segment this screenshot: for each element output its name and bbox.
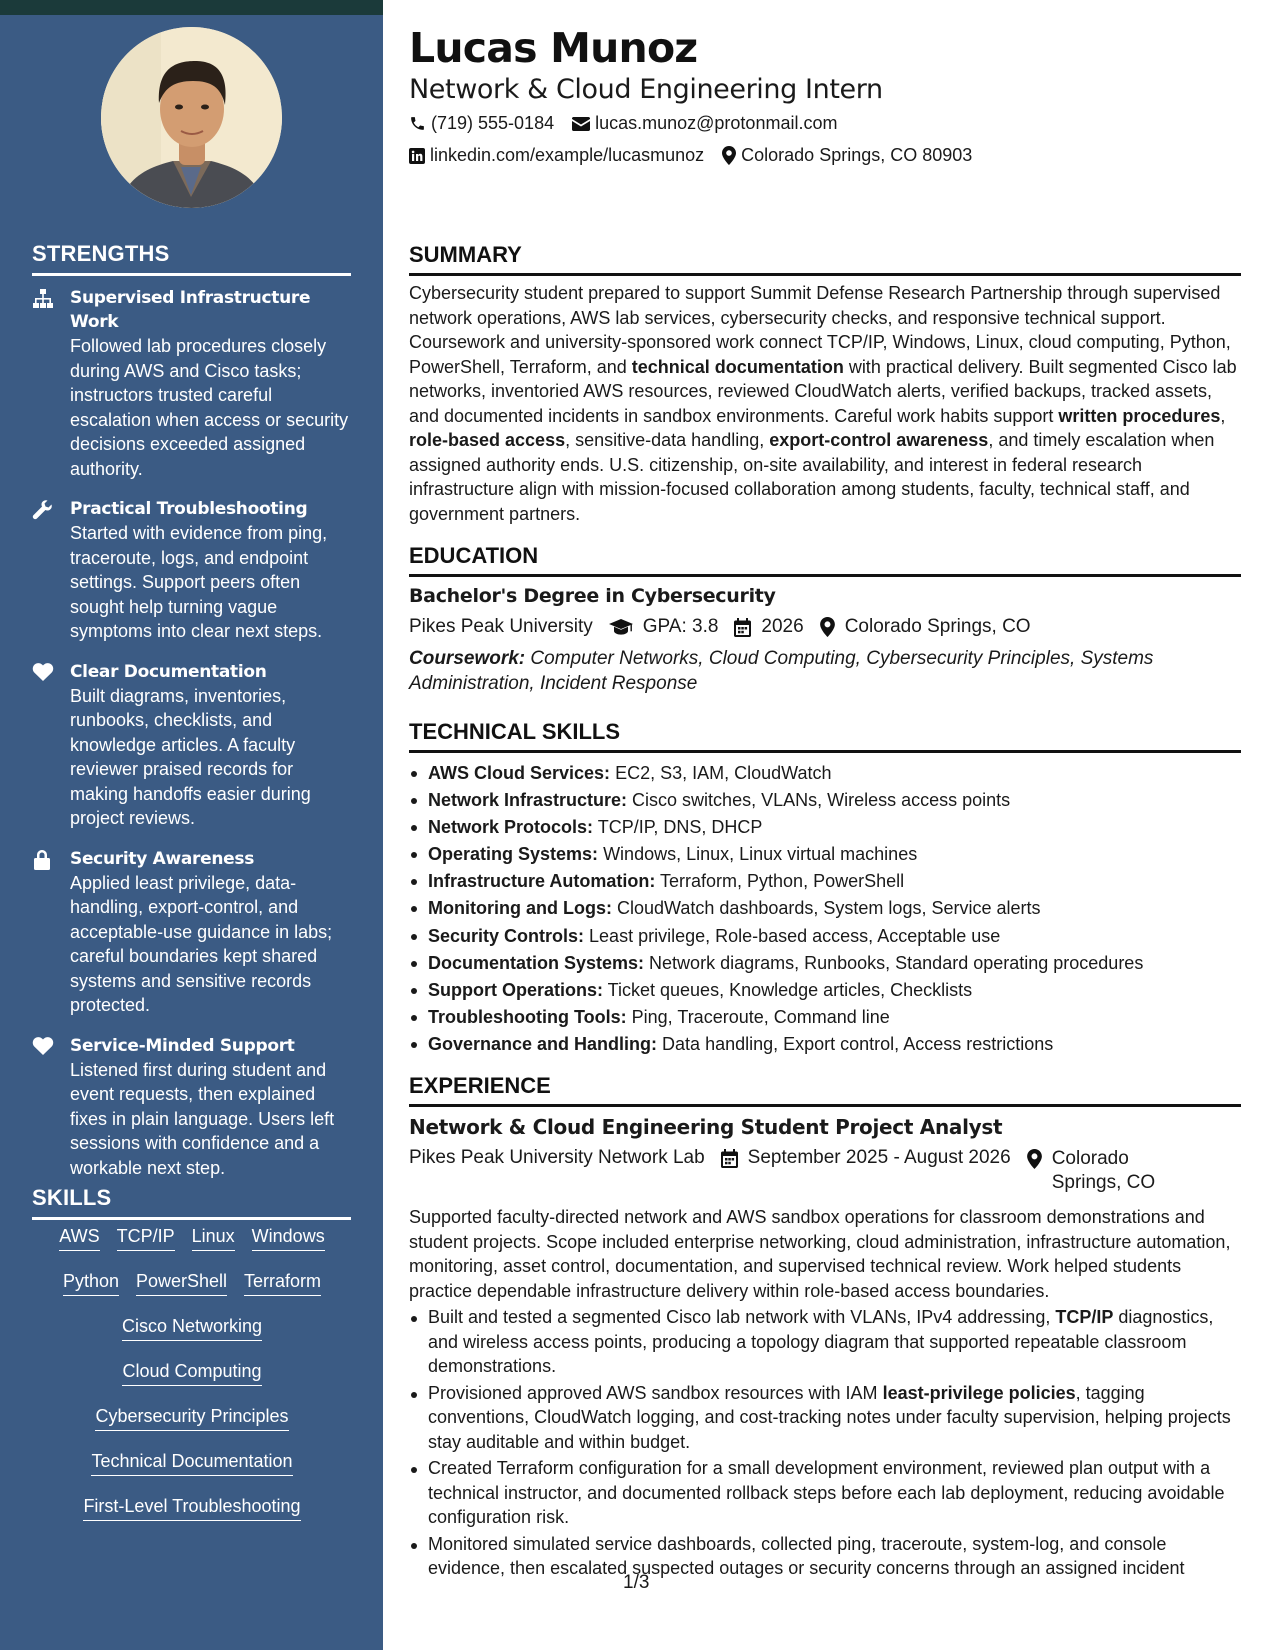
list-item [409,1004,1241,1031]
emphasis-text: TCP/IP [1055,1307,1114,1327]
skill-tag: Python [63,1269,119,1296]
job-title: Network & Cloud Engineering Student Project Analyst [409,1115,1003,1139]
map-pin-icon [1027,1149,1042,1169]
strength-item [32,847,352,1018]
heart-icon [32,1034,70,1181]
skill-category: Documentation Systems: [428,952,645,973]
school-name [409,616,593,638]
skill-category: Monitoring and Logs: [428,898,612,919]
school-text: Pikes Peak University [409,616,593,637]
gpa [609,616,719,638]
coursework-list: Computer Networks, Cloud Computing, Cybersecurity Principles, Systems Administration, Incident Response [409,648,1154,694]
body-text: , and timely escalation when assigned authority ends. U.S. citizenship, on-site availability, and interest in federal research infrastructure align with mission-focused collaboration among students, faculty, technical staff, and government partners. [409,430,1215,524]
body-text: Monitored simulated service dashboards, collected ping, traceroute, system-log, and console evidence, then escalated suspected outages or security concerns through an assigned incident [428,1533,1185,1578]
list-item [409,923,1241,950]
strength-item [32,286,352,481]
linkedin-icon [409,148,425,164]
strength-title: Practical Troubleshooting [70,499,308,519]
body-text: Cybersecurity student prepared to support Summit Defense Research Partnership through supervised network operations, AWS lab services, cybersecurity checks, and responsive technical support. Coursework and university-sponsored work connect TCP/IP, Windows, Linux, cloud computing, Python, PowerShell, Terraform, and [409,283,1231,377]
skill-tag: PowerShell [136,1269,227,1296]
skill-category: Troubleshooting Tools: [428,1006,627,1027]
skill-tag: AWS [59,1224,99,1251]
list-item [409,1456,1241,1530]
body-text: with practical delivery. Built segmented Cisco lab networks, inventoried AWS resources, reviewed CloudWatch alerts, verified backups, tracked assets, and documented incidents in sandbox environments. Careful work habits support [409,356,1237,426]
skill-row [32,1449,352,1494]
sidebar-top-bar [0,0,383,15]
emphasis-text: written procedures [1058,405,1221,426]
skill-category: Support Operations: [428,979,603,1000]
envelope-icon [572,117,590,131]
strength-item [32,1034,352,1181]
job-meta [409,1147,1241,1195]
contact-email[interactable] [572,113,837,134]
job-summary: Supported faculty-directed network and AWS sandbox operations for classroom demonstrations and student projects. Scope included enterprise networking, cloud administration, infrastructure automation, monitoring, asset control, documentation, and supervised technical review. Work helped students practice dependable infrastructure delivery within role-based access boundaries. [409,1207,1231,1301]
wrench-icon [32,497,70,644]
skills-heading: SKILLS [32,1185,351,1220]
strength-description: Listened first during student and event requests, then explained fixes in plain language. Users left sessions with confidence and a workable next step. [70,1059,335,1178]
body-text: , tagging conventions, CloudWatch logging, and cost-tracking notes under faculty supervision, helping projects stay auditable and within budget. [428,1382,1231,1452]
skill-tag: Cisco Networking [122,1314,262,1341]
skill-row [32,1314,352,1359]
calendar-icon [721,1149,738,1168]
job-location-text: Colorado Springs, CO [1051,1148,1156,1193]
skill-category: Network Infrastructure: [428,790,628,811]
skill-row [32,1224,352,1269]
graduation-cap-icon [609,619,633,636]
skill-values: Windows, Linux, Linux virtual machines [598,844,918,865]
contact-location [722,145,972,166]
body-text: Built and tested a segmented Cisco lab network with VLANs, IPv4 addressing, [428,1307,1056,1327]
skill-values: CloudWatch dashboards, System logs, Service alerts [611,898,1041,919]
map-pin-icon [722,146,736,165]
job-dates [721,1147,1011,1169]
skill-tag: Linux [192,1224,235,1251]
experience-heading: EXPERIENCE [409,1073,1241,1107]
body-text: , sensitive-data handling, [565,430,770,450]
list-item [409,1031,1241,1058]
contact-line [409,145,990,166]
candidate-name: Lucas Munoz [409,24,698,72]
page-number: 1/3 [623,1572,650,1593]
profile-photo [101,27,282,208]
contact-line [409,113,855,134]
lock-icon [32,847,70,1018]
contact-phone[interactable] [409,113,554,134]
emphasis-text: export-control awareness [769,430,989,450]
skill-row [32,1359,352,1404]
body-text: Provisioned approved AWS sandbox resources with IAM [428,1382,883,1403]
skill-tag: Windows [252,1224,325,1251]
strengths-heading: STRENGTHS [32,241,351,276]
skill-category: Operating Systems: [428,844,599,865]
list-item [409,1381,1241,1455]
education-heading: EDUCATION [409,543,1241,577]
strength-title: Clear Documentation [70,661,267,682]
skill-tag: First-Level Troubleshooting [83,1494,300,1521]
phone-icon [409,115,426,132]
skill-row [32,1404,352,1449]
emphasis-text: role-based access [409,430,566,450]
strength-description: Applied least privilege, data-handling, export-control, and acceptable-use guidance in labs; careful boundaries kept shared systems and sensitive records protected. [70,872,333,1015]
org-chart-icon [32,286,70,481]
body-text: Created Terraform configuration for a small development environment, reviewed plan output with a technical instructor, and documented rollback steps before each lab deployment, reducing avoidable configuration risk. [428,1458,1225,1527]
skill-values: Ping, Traceroute, Command line [626,1006,890,1027]
strength-title: Supervised Infrastructure Work [70,288,311,332]
strength-description: Followed lab procedures closely during AWS and Cisco tasks; instructors trusted careful escalation when access or security decisions exceeded assigned authority. [70,336,349,479]
skill-values: TCP/IP, DNS, DHCP [593,817,763,838]
skill-category: AWS Cloud Services: [428,763,611,783]
degree-title: Bachelor's Degree in Cybersecurity [409,585,776,607]
skill-category: Infrastructure Automation: [428,871,656,892]
skill-tag: Cybersecurity Principles [95,1404,288,1431]
emphasis-text: least-privilege policies [882,1382,1076,1403]
list-item [409,787,1241,814]
calendar-icon [734,618,751,637]
map-pin-icon [820,617,835,637]
list-item [409,977,1241,1004]
list-item [409,760,1241,787]
skill-tag: TCP/IP [117,1224,175,1251]
strength-title: Service-Minded Support [70,1035,295,1056]
graduation-year [734,616,803,638]
body-text: , [1220,405,1226,426]
coursework-label: Coursework: [409,648,526,669]
school-location-text: Colorado Springs, CO [844,616,1031,637]
org-text: Pikes Peak University Network Lab [409,1147,705,1168]
skill-tag: Terraform [244,1269,321,1296]
location-text: Colorado Springs, CO 80903 [741,145,973,165]
experience-bullets [409,1305,1241,1583]
strength-item [32,497,352,644]
strength-description: Started with evidence from ping, traceroute, logs, and endpoint settings. Support peers often sought help turning vague symptoms into clear next steps. [70,523,328,641]
phone-text: (719) 555-0184 [431,113,555,133]
strength-title: Security Awareness [70,848,255,869]
summary-heading: SUMMARY [409,242,1241,276]
emphasis-text: technical documentation [631,356,844,377]
skill-values: Data handling, Export control, Access restrictions [657,1033,1054,1054]
skill-tag: Technical Documentation [91,1449,292,1476]
skill-values: EC2, S3, IAM, CloudWatch [610,763,832,783]
dates-text: September 2025 - August 2026 [747,1147,1011,1168]
skill-values: Cisco switches, VLANs, Wireless access points [627,790,1011,811]
list-item [409,841,1241,868]
skill-values: Terraform, Python, PowerShell [655,871,905,892]
gpa-text: GPA: 3.8 [642,616,719,637]
candidate-title: Network & Cloud Engineering Intern [409,74,883,105]
strength-item [32,660,352,831]
technical-skills-list [409,760,1241,1058]
email-text: lucas.munoz@protonmail.com [595,113,838,133]
body-text: diagnostics, and wireless access points, producing a topology diagram that supported repeatable classroom demonstrations. [428,1307,1214,1376]
list-item [409,868,1241,895]
job-org [409,1147,705,1169]
skill-values: Least privilege, Role-based access, Acceptable use [584,925,1001,946]
skill-row [32,1269,352,1314]
skill-tag: Cloud Computing [122,1359,261,1386]
coursework [409,647,1241,696]
skill-category: Governance and Handling: [428,1033,658,1054]
skill-values: Ticket queues, Knowledge articles, Checklists [603,979,973,1000]
heart-icon [32,660,70,831]
list-item [409,950,1241,977]
linkedin-text: linkedin.com/example/lucasmunoz [430,145,705,165]
list-item [409,1305,1241,1379]
sidebar [0,0,383,1650]
strengths-list [32,286,352,1196]
list-item [409,814,1241,841]
contact-linkedin[interactable] [409,145,704,166]
skills-tags [32,1224,352,1539]
job-location [1027,1147,1164,1195]
skill-values: Network diagrams, Runbooks, Standard operating procedures [644,952,1144,973]
strength-description: Built diagrams, inventories, runbooks, checklists, and knowledge articles. A faculty reviewer praised records for making handoffs easier during project reviews. [70,685,311,828]
list-item [409,895,1241,922]
list-item [409,1532,1241,1581]
school-location [820,616,1031,638]
technical-skills-heading: TECHNICAL SKILLS [409,719,1241,753]
skill-category: Security Controls: [428,925,585,946]
summary-text [409,281,1241,526]
skill-row [32,1494,352,1539]
year-text: 2026 [761,616,804,637]
skill-category: Network Protocols: [428,817,594,838]
education-meta [409,616,1047,638]
